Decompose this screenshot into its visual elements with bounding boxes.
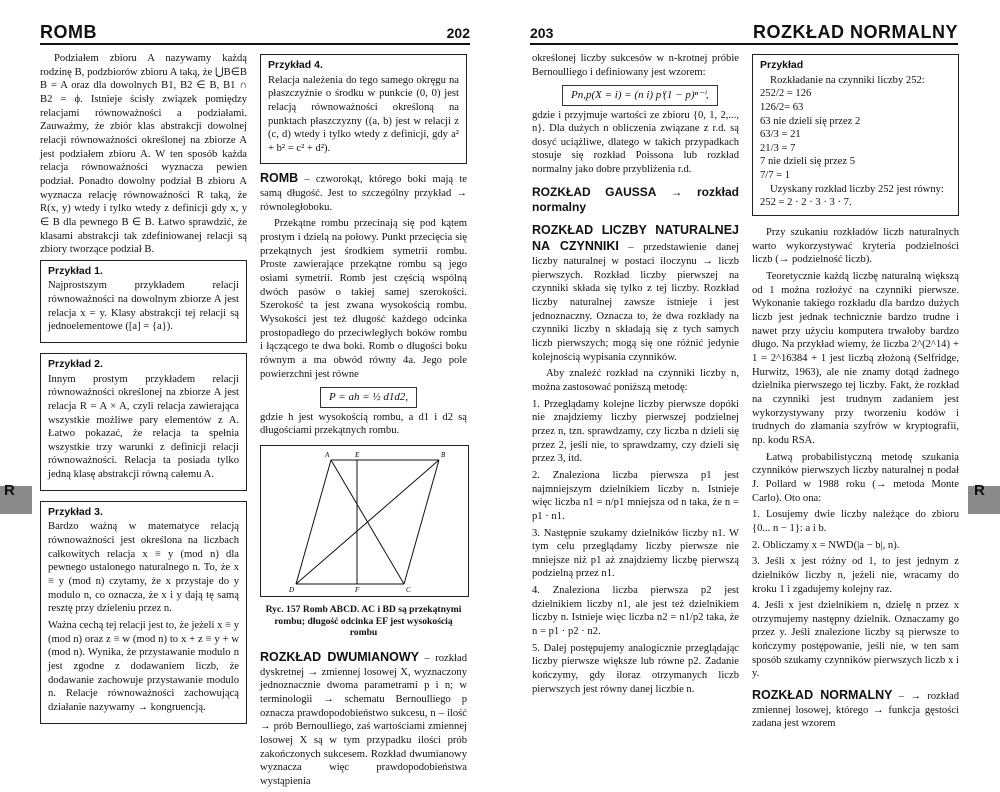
column-3 (532, 52, 739, 699)
label-c: C (406, 585, 411, 594)
example-line: 252/2 = 126 (760, 88, 812, 100)
label-b: B (441, 450, 446, 459)
factorization-entry (532, 222, 739, 365)
pollard-paragraph: Łatwą probabilistyczną metodę szukania czynników pierwszych liczby naturalnej n podał J. Pollard w 1988 roku (→ metoda Monte Carlo). Oto ona: (752, 451, 959, 504)
example-line: 252 = 2 · 2 · 3 · 3 · 7. (760, 197, 852, 209)
label-e: E (355, 450, 360, 459)
example-2-text: Innym prostym przykładem relacji równoważności określonej na zbiorze A jest relacja R = A × A, czyli relacja zawierająca wszystkie możliwe pary elementów z A. Łatwo pokazać, że relacja ta spełnia wszystkie trzy warunki z definicji relacji równoważności. Relacja ta posiada tylko jedną klasę abstrakcji równą całemu A. (48, 373, 239, 481)
normal-distribution-definition: – → rozkład zmiennej losowej, którego → funkcja gęstości zadana jest wzorem (752, 691, 960, 730)
example-2-box (40, 353, 247, 491)
example-4-text: Relacja należenia do tego samego okręgu na płaszczyźnie o środku w punkcie (0, 0) jest relacją równoważności określoną na punktach płaszczyzny ((a, b) jest w relacji z (c, d) wtedy i tylko wtedy z definicji, gdy a² + b² = c² + d²). (268, 74, 459, 154)
romb-area-formula: P = ah = ½ d1d2, (320, 387, 417, 407)
partition-paragraph: Podziałem zbioru A nazywamy każdą rodzinę B, podzbiorów zbioru A taką, że ⋃B∈B B = A oraz dla dowolnych B1, B2 ∈ B, B1 ∩ B2 = ϕ. Istnieje ścisły związek pomiędzy relacjami równoważności a podziałami. Zauważmy, że zbiór klas abstrakcji dowolnej relacji równoważności określonej na zbiorze A jest podziałem zbioru A. W ten sposób każda relacja równoważności wyznacza pewien podział. Ponadto dowolny podział B zbioru A wyznacza relację równoważności R taką, że R(x, y) wtedy i tylko wtedy z definicji gdy x, y ∈ B dla pewnego B ∈ B. Łatwo sprawdzić, że klasami abstrakcji tak zdefiniowanej relacji są zbiory tworzące podział B. (40, 53, 247, 256)
column-1 (40, 52, 247, 734)
romb-entry (260, 170, 467, 214)
column-4 (752, 52, 959, 734)
column-2 (260, 52, 467, 792)
example-line: 7/7 = 1 (760, 170, 791, 182)
right-header-rule (530, 43, 958, 45)
normal-distribution-term: ROZKŁAD NORMALNY (752, 688, 893, 703)
left-page-number: 202 (446, 25, 470, 41)
example-3-box (40, 501, 247, 724)
right-tab-letter: R (974, 482, 985, 499)
binomial-continued: określonej liczby sukcesów w n-krotnej próbie Bernoulliego i definiowany jest wzorem: (532, 53, 739, 78)
figure-caption: Ryc. 157 Romb ABCD. AC i BD są przekątnymi rombu; długość odcinka EF jest wysokością rombu (265, 604, 462, 639)
label-a: A (325, 450, 330, 459)
example-line: Rozkładanie na czynniki liczby 252: (770, 74, 925, 86)
example-4-box (260, 54, 467, 164)
left-header-word: ROMB (40, 22, 97, 42)
label-f: F (355, 585, 360, 594)
example-4-title: Przykład 4. (268, 59, 323, 71)
romb-definition: – czworokąt, którego boki mają te samą długość. Jest to szczególny przykład → równoległoboku. (260, 174, 467, 213)
right-header-word: ROZKŁAD NORMALNY (753, 22, 958, 42)
example-1-box (40, 260, 247, 343)
method-step-5: 5. Dalej postępujemy analogicznie przeglądając liczby pierwsze większe lub równe p2. Zadanie kończymy, gdy iloraz otrzymanych liczb pierwszych jest równy danej liczbie n. (532, 642, 739, 695)
large-numbers-paragraph: Teoretycznie każdą liczbę naturalną większą od 1 można rozłożyć na czynniki pierwsze. Wykonanie takiego rozkładu dla bardzo dużych liczb jest jednak technicznie bardzo trudne i nawet przy użyciu komputera trwałoby bardzo długo. Na przykład wiemy, że liczba 2^(2^14) + 1 = 2^16384 + 1 jest liczbą złożoną (Selfridge, Hurwitz, 1963), ale nie znamy dotąd żadnego dzielnika pierwszego tej liczby. Fakt, że rozkład na czynniki jest trudnym zadaniem jest wykorzystywany przy tworzeniu kodów i trudnych do złamania szyfrów w kryptografii, np. kodu RSA. (752, 271, 959, 446)
method-step-2: 2. Znaleziona liczba pierwsza p1 jest najmniejszym dzielnikiem liczby n. Istnieje więc liczba n1 = n/p1 mniejsza od n taka, że n = p1 · n1. (532, 469, 739, 522)
pollard-step-4: 4. Jeśli x jest dzielnikiem n, dzielę n przez x otrzymujemy następny dzielnik. Oznaczamy go przez y. Jeśli znalezione liczby są pierwsze to kończymy postępowanie, jeśli nie, w ten sam sposób szukamy czynników pierwszych liczb x i y. (752, 600, 959, 680)
divisibility-paragraph: Przy szukaniu rozkładów liczb naturalnych warto wykorzystywać kryteria podzielności liczb (→ podzielność liczb). (752, 227, 959, 266)
normal-distribution-entry (752, 687, 959, 731)
example-1-title: Przykład 1. (48, 264, 103, 277)
binomial-formula: Pn,p(X = i) = (n i) pⁱ(1 − p)ⁿ⁻ⁱ, (562, 85, 718, 105)
factorization-definition: – przedstawienie danej liczby naturalnej w postaci iloczynu → liczb pierwszych. Rozkład liczby pierwszej na czynniki składa się tylko z tej liczby. Rozkład liczby naturalnej zawsze istnieje i jest jednoznaczny. Oznacza to, że dwa rozkłady na czynniki liczby n składają się z tych samych liczb pierwszych; mogą się one różnić jedynie kolejnością wypisania czynników. (532, 242, 739, 363)
method-step-1: 1. Przeglądamy kolejne liczby pierwsze dopóki nie znajdziemy liczby pierwszej podzielnej przez n, tzn. sprawdzamy, czy liczba n dzieli się przez 2, jeśli nie, to sprawdzamy, czy dzieli się przez 3, itd. (532, 398, 739, 465)
factorization-method-intro: Aby znaleźć rozkład na czynniki liczby n, można zastosować poniższą metodę: (532, 368, 739, 393)
pollard-step-1: 1. Losujemy dwie liczby należące do zbioru {0... n − 1}: a i b. (752, 509, 959, 534)
example-line: 7 nie dzieli się przez 5 (760, 156, 856, 168)
gauss-entry: ROZKŁAD GAUSSA → rozkład normalny (532, 184, 739, 215)
example-252-box (752, 54, 959, 216)
example-line: 21/3 = 7 (760, 142, 796, 154)
example-3-paragraph-1: Bardzo ważną w matematyce relacją równoważności jest określona na liczbach całkowitych relacja x ≡ y (mod n) dla pewnego ustalonego naturalnego n. To, że x ≡ y (mod n) czytamy, że x przystaje do y modulo n, co oznacza, że x i y dają tę samą resztę przy dzieleniu przez n. (48, 521, 239, 615)
example-2-title: Przykład 2. (48, 358, 103, 370)
example-line: 63/3 = 21 (760, 129, 801, 141)
example-252-title: Przykład (760, 59, 804, 71)
binomial-definition: – rozkład dyskretnej → zmiennej losowej X, wyznaczony jednoznacznie dwoma parametrami p i n; w terminologii → schematu Bernoulliego p oznacza prawdopodobieństwo sukcesu, n – ilość → prób Bernoulliego, zaś wartościami zmiennej losowej X są w tym przypadku ilości prób zakończonych sukcesem. Rozkład dwumianowy wyznacza więc prawdopodobieństwa wystąpienia (260, 652, 467, 787)
rhombus-figure (260, 445, 469, 597)
right-page-header (530, 22, 958, 44)
example-line: Uzyskany rozkład liczby 252 jest równy: (770, 183, 944, 195)
binomial-explanation: gdzie i przyjmuje wartości ze zbioru {0, 1, 2,..., n}. Dla dużych n obliczenia związane z r.d. są dosyć uciążliwe, dlatego w takich przypadkach stosuje się rozkład Poissona lub rozkład normalny jako dobre przybliżenia r.d. (532, 109, 739, 176)
method-step-3: 3. Następnie szukamy dzielników liczby n1. W tym celu przeglądamy liczby pierwsze nie mniejsze niż p1 aż znajdziemy liczbę pierwszą podzielną przez n1. (532, 527, 739, 580)
right-page-number: 203 (530, 25, 554, 41)
romb-term: ROMB (260, 171, 299, 186)
left-header-rule (40, 43, 470, 45)
romb-formula-explanation: gdzie h jest wysokością rombu, a d1 i d2 są długościami przekątnych rombu. (260, 411, 467, 437)
binomial-entry (260, 649, 467, 789)
example-1-text: Najprostszym przykładem relacji równoważności na dowolnym zbiorze A jest relacja x = y. Klasy abstrakcji tej relacji są jednoelementowe ([a] = {a}). (48, 280, 239, 333)
example-line: 63 nie dzieli się przez 2 (760, 115, 861, 127)
binomial-term: ROZKŁAD DWUMIANOWY (260, 649, 420, 664)
example-3-paragraph-2: Ważna cechą tej relacji jest to, że jeżeli x ≡ y (mod n) oraz z ≡ w (mod n) to x + z ≡ y + w (mod n). Wynika, że przystawanie modulo n jest zgodne z dodawaniem liczb, że dodawanie zachowuje przystawanie modulo n. Relacje równoważności zachowującą działanie nazywamy → kongruencją. (48, 619, 239, 713)
left-page-header (40, 22, 470, 44)
romb-paragraph: Przekątne rombu przecinają się pod kątem prostym i dzielą na połowy. Punkt przecięcia się przekątnych jest środkiem symetrii rombu. Proste zawierające przekątne rombu są jego osiami symetrii. Romb jest częścią wspólną dwóch pasów o takiej samej szerokości. Szerokość ta jest zwana wysokością rombu. Wysokości jest też długość każdego odcinka prostopadłego do przeciwległych boków rombu i łączącego te dwa boki. Romb o długości boku równym a ma obwód równy 4a. Jego pole powierzchni jest równe (260, 218, 467, 380)
left-tab-letter: R (4, 482, 15, 499)
method-step-4: 4. Znaleziona liczba pierwsza p2 jest dzielnikiem liczby n1, ale jest też dzielnikiem liczby n. Istnieje więc liczba n2 = n1/p2 taka, że n = p1 · p2 · n2. (532, 585, 739, 638)
label-d: D (289, 585, 295, 594)
pollard-step-2: 2. Obliczamy x = NWD(|a − b|, n). (752, 539, 900, 551)
factorization-term: ROZKŁAD LICZBY NATURALNEJ NA CZYNNIKI (532, 222, 739, 254)
example-3-title: Przykład 3. (48, 505, 103, 518)
example-line: 126/2= 63 (760, 101, 804, 113)
pollard-step-3: 3. Jeśli x jest różny od 1, to jest jednym z dzielników liczby n, jeżeli nie, wracamy do kroku 1 i zgadujemy kolejny raz. (752, 556, 959, 595)
